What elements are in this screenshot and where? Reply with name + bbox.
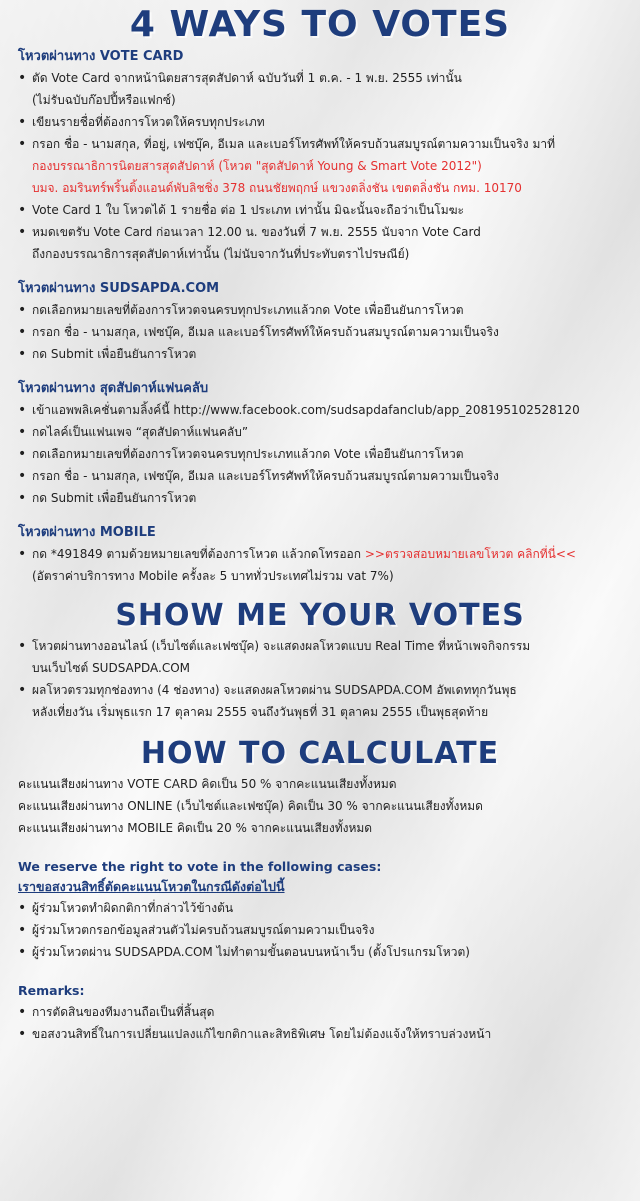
remarks-heading: Remarks: <box>18 983 85 998</box>
list-item: • โหวตผ่านทางออนไลน์ (เว็บไซต์และเฟซบุ๊ค) จะแสดงผลโหวตแบบ Real Time ที่หน้าเพจกิจกรรม บนเว็บไซต์ SUDSAPDA.COM <box>18 635 630 679</box>
list-item: • เขียนรายชื่อที่ต้องการโหวตให้ครบทุกประเภท <box>18 111 630 133</box>
list-item: • กรอก ชื่อ - นามสกุล, เฟซบุ๊ค, อีเมล และเบอร์โทรศัพท์ให้ครบถ้วนสมบูรณ์ตามความเป็นจริง <box>18 465 630 487</box>
list-item: • กดเลือกหมายเลขที่ต้องการโหวตจนครบทุกประเภทแล้วกด Vote เพื่อยืนยันการโหวต <box>18 299 630 321</box>
show-votes-title: SHOW ME YOUR VOTES <box>115 598 525 633</box>
list-item: • ผู้ร่วมโหวตทำผิดกติกาที่กล่าวไว้ข้างต้น <box>18 897 630 919</box>
list-item: • ตัด Vote Card จากหน้านิตยสารสุดสัปดาห์ ฉบับวันที่ 1 ต.ค. - 1 พ.ย. 2555 เท่านั้น (ไม่รับฉบับก๊อปปี้หรือแฟกซ์) <box>18 67 630 111</box>
list-item: • หมดเขตรับ Vote Card ก่อนเวลา 12.00 น. ของวันที่ 7 พ.ย. 2555 นับจาก Vote Card ถึงกองบรรณาธิการสุดสัปดาห์เท่านั้น (ไม่นับจากวันที่ประทับตราไปรษณีย์) <box>18 221 630 265</box>
calc-line-online: คะแนนเสียงผ่านทาง ONLINE (เว็บไซต์และเฟซบุ๊ค) คิดเป็น 30 % จากคะแนนเสียงทั้งหมด <box>18 799 483 813</box>
mailing-address-line: บมจ. อมรินทร์พริ้นติ้งแอนด์พับลิชชิ่ง 378 ถนนชัยพฤกษ์ แขวงตลิ่งชัน เขตตลิ่งชัน กทม. 10170 <box>32 181 522 195</box>
fanclub-heading: โหวตผ่านทาง สุดสัปดาห์แฟนคลับ <box>18 381 209 396</box>
list-item: • การตัดสินของทีมงานถือเป็นที่สิ้นสุด <box>18 1001 630 1023</box>
reserve-list <box>18 897 630 963</box>
list-item: • กดเลือกหมายเลขที่ต้องการโหวตจนครบทุกประเภทแล้วกด Vote เพื่อยืนยันการโหวต <box>18 443 630 465</box>
remarks-list <box>18 1001 630 1045</box>
list-item: • ผู้ร่วมโหวตกรอกข้อมูลส่วนตัวไม่ครบถ้วนสมบูรณ์ตามความเป็นจริง <box>18 919 630 941</box>
calculate-title: HOW TO CALCULATE <box>140 736 500 771</box>
page-content <box>18 0 630 1045</box>
reserve-heading-th: เราขอสงวนสิทธิ์ตัดคะแนนโหวตในกรณีดังต่อไปนี้ <box>18 879 285 894</box>
website-list <box>18 299 630 365</box>
website-heading: โหวตผ่านทาง SUDSAPDA.COM <box>18 281 220 296</box>
vote-card-list <box>18 67 630 265</box>
mobile-heading: โหวตผ่านทาง MOBILE <box>18 525 156 540</box>
list-item: • กรอก ชื่อ - นามสกุล, ที่อยู่, เฟซบุ๊ค, อีเมล และเบอร์โทรศัพท์ให้ครบถ้วนสมบูรณ์ตามความเป็นจริง มาที่ กองบรรณาธิการนิตยสารสุดสัปดาห์ (โหวต "สุดสัปดาห์ Young & Smart Vote 2012") บมจ. อมรินทร์พริ้นติ้งแอนด์พับลิชชิ่ง 378 ถนนชัยพฤกษ์ แขวงตลิ่งชัน เขตตลิ่งชัน กทม. 10170 <box>18 133 630 199</box>
page-title: 4 WAYS TO VOTES <box>129 4 511 45</box>
list-item: • Vote Card 1 ใบ โหวตได้ 1 รายชื่อ ต่อ 1 ประเภท เท่านั้น มิฉะนั้นจะถือว่าเป็นโมฆะ <box>18 199 630 221</box>
list-item: • กดไลค์เป็นแฟนเพจ “สุดสัปดาห์แฟนคลับ” <box>18 421 630 443</box>
reserve-heading-en: We reserve the right to vote in the following cases: <box>18 859 382 874</box>
list-item: • เข้าแอพพลิเคชั่นตามลิ้งค์นี้ http://www.facebook.com/sudsapdafanclub/app_208195102528120 <box>18 399 630 421</box>
list-item: • กด Submit เพื่อยืนยันการโหวต <box>18 487 630 509</box>
list-item: • ผลโหวตรวมทุกช่องทาง (4 ช่องทาง) จะแสดงผลโหวตผ่าน SUDSAPDA.COM อัพเดททุกวันพุธ หลังเที่ยงวัน เริ่มพุธแรก 17 ตุลาคม 2555 จนถึงวันพุธที่ 31 ตุลาคม 2555 เป็นพุธสุดท้าย <box>18 679 630 723</box>
show-votes-list <box>18 635 630 723</box>
calc-line-vote-card: คะแนนเสียงผ่านทาง VOTE CARD คิดเป็น 50 % จากคะแนนเสียงทั้งหมด <box>18 777 397 791</box>
calc-line-mobile: คะแนนเสียงผ่านทาง MOBILE คิดเป็น 20 % จากคะแนนเสียงทั้งหมด <box>18 821 373 835</box>
mobile-list <box>18 543 630 587</box>
vote-card-heading: โหวตผ่านทาง VOTE CARD <box>18 49 184 64</box>
fanclub-list <box>18 399 630 509</box>
mailing-address-line: กองบรรณาธิการนิตยสารสุดสัปดาห์ (โหวต "สุดสัปดาห์ Young & Smart Vote 2012") <box>32 159 482 173</box>
check-vote-number-link[interactable]: >>ตรวจสอบหมายเลขโหวต คลิกที่นี่<< <box>364 547 576 561</box>
list-item: • ขอสงวนสิทธิ์ในการเปลี่ยนแปลงแก้ไขกติกาและสิทธิพิเศษ โดยไม่ต้องแจ้งให้ทราบล่วงหน้า <box>18 1023 630 1045</box>
list-item: • ผู้ร่วมโหวตผ่าน SUDSAPDA.COM ไม่ทำตามขั้นตอนบนหน้าเว็บ (ตั้งโปรแกรมโหวต) <box>18 941 630 963</box>
list-item: • กรอก ชื่อ - นามสกุล, เฟซบุ๊ค, อีเมล และเบอร์โทรศัพท์ให้ครบถ้วนสมบูรณ์ตามความเป็นจริง <box>18 321 630 343</box>
list-item: • กด *491849 ตามด้วยหมายเลขที่ต้องการโหวต แล้วกดโทรออก >>ตรวจสอบหมายเลขโหวต คลิกที่นี่<< (อัตราค่าบริการทาง Mobile ครั้งละ 5 บาททั่วประเทศไม่รวม vat 7%) <box>18 543 630 587</box>
list-item: • กด Submit เพื่อยืนยันการโหวต <box>18 343 630 365</box>
